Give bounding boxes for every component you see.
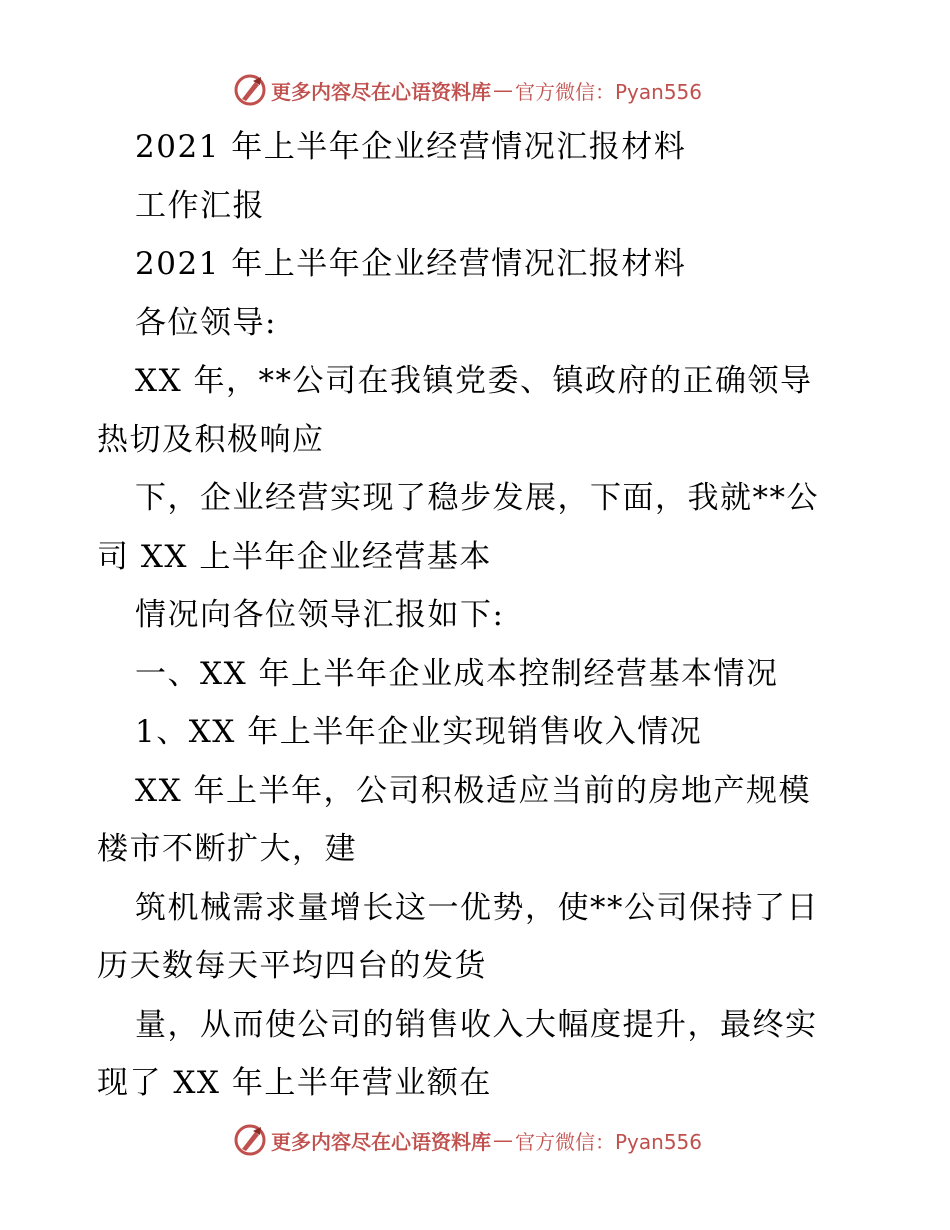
doc-paragraph-line: 司 XX 上半年企业经营基本 — [97, 538, 492, 575]
doc-paragraph-line: 现了 XX 年上半年营业额在 — [97, 1065, 492, 1101]
doc-paragraph-line: 筑机械需求量增长这一优势，使**公司保持了日 — [135, 889, 819, 926]
banner-text: 更多内容尽在心语资料库 — [271, 79, 491, 104]
quill-pen-logo-icon — [233, 1123, 267, 1157]
doc-section-heading: 一、XX 年上半年企业成本控制经营基本情况 — [135, 655, 779, 692]
doc-paragraph-line: XX 年上半年，公司积极适应当前的房地产规模 — [135, 772, 811, 809]
document-body — [97, 118, 867, 1113]
doc-salutation: 各位领导: — [135, 304, 277, 341]
banner-contact: 官方微信：Pyan556 — [515, 1129, 703, 1154]
doc-paragraph-line: 量，从而使公司的销售收入大幅度提升，最终实 — [135, 1006, 818, 1043]
doc-paragraph-line: 情况向各位领导汇报如下: — [135, 597, 505, 633]
doc-paragraph-line: XX 年，**公司在我镇党委、镇政府的正确领导 — [135, 363, 813, 399]
doc-paragraph-line: 热切及积极响应 — [97, 421, 325, 458]
footer-banner — [233, 1120, 702, 1160]
doc-paragraph-line: 楼市不断扩大，建 — [97, 831, 357, 867]
doc-title: 2021 年上半年企业经营情况汇报材料 — [135, 129, 687, 165]
doc-subsection-heading: 1、XX 年上半年企业实现销售收入情况 — [135, 714, 703, 750]
banner-text: 更多内容尽在心语资料库 — [271, 1129, 491, 1154]
header-banner — [233, 70, 702, 110]
doc-paragraph-line: 历天数每天平均四台的发货 — [97, 948, 487, 984]
banner-separator: — — [493, 1128, 513, 1152]
doc-paragraph-line: 下，企业经营实现了稳步发展，下面，我就**公 — [135, 480, 819, 516]
banner-separator: — — [493, 78, 513, 102]
banner-contact: 官方微信：Pyan556 — [515, 79, 703, 104]
doc-title-repeat: 2021 年上半年企业经营情况汇报材料 — [135, 246, 687, 282]
quill-pen-logo-icon — [233, 73, 267, 107]
doc-category: 工作汇报 — [135, 187, 265, 224]
